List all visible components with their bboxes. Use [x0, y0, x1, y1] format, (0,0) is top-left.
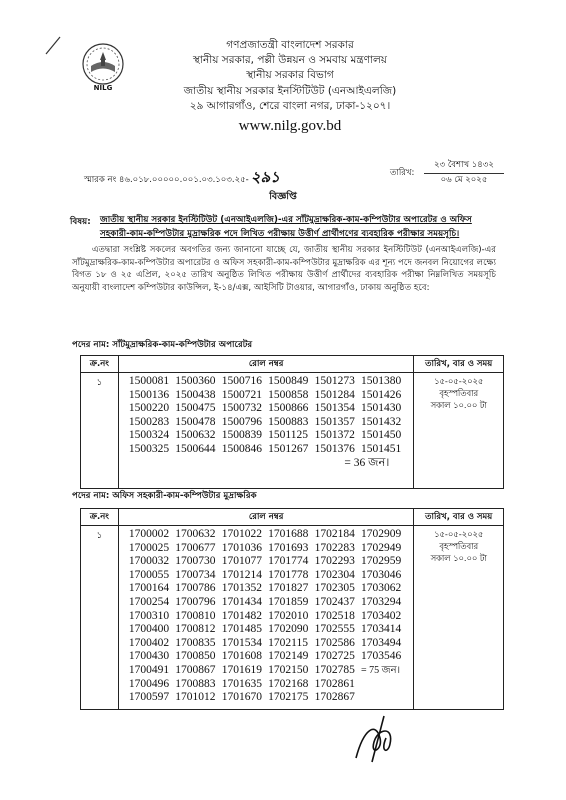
roll-number: 1703046	[361, 568, 402, 581]
roll-number: 1500866	[268, 402, 309, 415]
roll-number: 1700597	[128, 691, 170, 704]
roll-number	[361, 678, 407, 692]
roll-number: 1500883	[268, 415, 309, 428]
roll-number: 1501267	[268, 442, 309, 455]
memo-number-label: স্মারক নং ৪৬.০১৮.০০০০০.০০১.০৩.১০৩.২৫-	[84, 175, 249, 185]
roll-number: 1703402	[361, 609, 402, 622]
post1-day: বৃহস্পতিবার	[439, 388, 479, 398]
serial-header: ক্র.নং	[81, 509, 119, 526]
roll-number: 1501426	[361, 388, 402, 401]
roll-number	[361, 691, 407, 705]
roll-number: 1501284	[314, 388, 355, 401]
roll-number: 1702304	[314, 568, 355, 581]
roll-number: 1700632	[175, 528, 216, 540]
header-line-2: স্থানীয় সরকার, পল্লী উন্নয়ন ও সমবায় মন্ত্রণালয়	[192, 54, 387, 66]
roll-number: 1500324	[128, 429, 170, 442]
post2-day: বৃহস্পতিবার	[439, 541, 479, 551]
header-line-5: ২৯ আগারগাঁও, শেরে বাংলা নগর, ঢাকা-১২০৭।	[189, 100, 391, 112]
roll-number: 1700883	[175, 677, 216, 690]
roll-number: 1700055	[128, 568, 170, 581]
logo-text: NILG	[93, 84, 113, 92]
roll-number: 1701827	[268, 582, 309, 595]
post2-schedule	[414, 526, 504, 710]
roll-number: 1703494	[361, 636, 402, 649]
roll-number: 1702090	[268, 623, 309, 636]
roll-number: 1500721	[221, 388, 262, 401]
roll-number: 1702909	[361, 528, 402, 540]
roll-number: 1703294	[361, 595, 402, 608]
roll-number: 1702555	[314, 623, 355, 636]
notice-title: বিজ্ঞপ্তি	[269, 191, 297, 202]
roll-number: 1500220	[128, 402, 170, 415]
roll-number: 1501376	[314, 442, 355, 455]
roll-number: 1700254	[128, 595, 170, 608]
roll-number: 1702184	[314, 528, 355, 540]
roll-number: 1500849	[268, 375, 309, 387]
roll-number: 1701482	[221, 609, 262, 622]
roll-number: 1702949	[361, 541, 402, 554]
roll-number: 1700810	[175, 609, 216, 622]
roll-number: 1703062	[361, 582, 402, 595]
post2-time: সকাল ১০.০০ টা	[430, 553, 487, 563]
post1-time: সকাল ১০.০০ টা	[430, 400, 487, 410]
roll-number: 1701214	[221, 568, 262, 581]
post2-date: ১৫-০৫-২০২৫	[434, 529, 484, 539]
roll-number: 1501354	[314, 402, 355, 415]
roll-number: 1703546	[361, 650, 402, 663]
roll-number: 1700734	[175, 568, 216, 581]
roll-number: 1501380	[361, 375, 402, 387]
roll-number: 1700430	[128, 650, 170, 663]
roll-number: 1700310	[128, 609, 170, 622]
roll-number: 1700786	[175, 582, 216, 595]
roll-number: 1702305	[314, 582, 355, 595]
memo-number-handwritten: ২৯১	[250, 168, 280, 186]
roll-number: 1500325	[128, 442, 170, 455]
roll-number: 1701619	[221, 663, 262, 676]
post1-roll-grid	[119, 373, 414, 457]
roll-number: 1700496	[128, 677, 170, 690]
roll-header: রোল নম্বর	[118, 356, 414, 373]
post1-serial: ১	[81, 373, 119, 489]
date-bangla: ২৩ বৈশাখ ১৪৩২	[424, 158, 504, 174]
post2-rolls-cell	[118, 526, 414, 710]
roll-number: 1500478	[175, 415, 216, 428]
roll-header: রোল নম্বর	[118, 509, 414, 526]
post1-total: = 36 জন।	[344, 456, 390, 469]
post1-label: পদের নাম: সাঁটমুদ্রাক্ষরিক-কাম-কম্পিউটার অপারেটর	[72, 340, 253, 350]
date-header: তারিখ, বার ও সময়	[414, 509, 504, 526]
roll-number: 1501273	[314, 375, 355, 387]
roll-number: 1702115	[268, 636, 308, 649]
roll-number: 1702785	[314, 663, 355, 676]
header-line-4: জাতীয় স্থানীয় সরকার ইনস্টিটিউট (এনআইএলজি)	[183, 85, 397, 97]
roll-number: 1701635	[221, 677, 262, 690]
roll-number: 1700164	[128, 582, 170, 595]
roll-number: 1701036	[221, 541, 262, 554]
subject-label: বিষয়:	[70, 217, 91, 227]
roll-number: 1701485	[221, 623, 262, 636]
roll-number: 1701077	[221, 555, 262, 568]
roll-number: 1500136	[128, 388, 170, 401]
subject-text: জাতীয় স্থানীয় সরকার ইনস্টিটিউট (এনআইএলজি)-এর সাঁটমুদ্রাক্ষরিক-কাম-কম্পিউটার অপারেটর ও অফিস সহকারী-কাম-কম্পিউটার মুদ্রাক্ষরিক পদে লিখিত পরীক্ষায় উত্তীর্ণ প্রার্থীগণের ব্যবহারিক পরীক্ষার সময়সূচি।	[100, 215, 472, 239]
roll-number: 1500732	[221, 402, 262, 415]
header-line-1: গণপ্রজাতন্ত্রী বাংলাদেশ সরকার	[226, 39, 354, 51]
post1-rolls-cell	[118, 373, 414, 489]
roll-number: 1702867	[314, 691, 355, 704]
roll-number: 1701778	[268, 568, 309, 581]
roll-number: 1701774	[268, 555, 309, 568]
roll-number: 1700835	[175, 636, 216, 649]
post2-serial: ১	[81, 526, 119, 710]
roll-number: 1702959	[361, 555, 402, 568]
serial-header: ক্র.নং	[81, 356, 119, 373]
roll-number: 1700867	[175, 663, 216, 676]
roll-number: 1500796	[221, 415, 262, 428]
roll-number: 1500632	[175, 429, 216, 442]
roll-number: 1702586	[314, 636, 355, 649]
roll-number: 1701693	[268, 541, 309, 554]
roll-number: 1500475	[175, 402, 216, 415]
header-line-3: স্থানীয় সরকার বিভাগ	[246, 69, 334, 81]
roll-number: 1703414	[361, 623, 402, 636]
roll-number: 1702175	[268, 691, 309, 704]
roll-number: 1702437	[314, 595, 355, 608]
notice-body: এতদ্বারা সংশ্লিষ্ট সকলের অবগতির জন্য জানানো যাচ্ছে যে, জাতীয় স্থানীয় সরকার ইনস্টিটিউট (এনআইএলজি)-এর সাঁটমুদ্রাক্ষরিক-কাম-কম্পিউটার অপারেটর ও অফিস সহকারী-কাম-কম্পিউটার মুদ্রাক্ষরিক এর শূন্য পদে জনবল নিয়োগের লক্ষ্যে বিগত ১৮ ও ২৫ এপ্রিল, ২০২৫ তারিখ অনুষ্ঠিত লিখিত পরীক্ষায় উত্তীর্ণ প্রার্থীদের ব্যবহারিক পরীক্ষা নিম্নলিখিত সময়সূচি অনুযায়ী বাংলাদেশ কম্পিউটার কাউন্সিল, ই-১৪/এক্স, আইসিটি টাওয়ার, আগারগাঁও, ঢাকায় অনুষ্ঠিত হবে:	[72, 245, 496, 293]
pen-mark	[44, 34, 64, 56]
roll-number: 1702149	[268, 650, 309, 663]
post1-date: ১৫-০৫-২০২৫	[434, 376, 484, 386]
roll-number: 1700025	[128, 541, 170, 554]
date-header: তারিখ, বার ও সময়	[414, 356, 504, 373]
roll-number: 1500644	[175, 442, 216, 455]
roll-number: 1500716	[221, 375, 262, 387]
roll-number: 1700796	[175, 595, 216, 608]
roll-number: 1700002	[128, 528, 170, 540]
roll-number: 1500283	[128, 415, 170, 428]
roll-number: 1701859	[268, 595, 309, 608]
date-english: ০৬ মে ২০২৫	[440, 175, 488, 185]
roll-number: 1700400	[128, 623, 170, 636]
roll-number: 1702293	[314, 555, 355, 568]
roll-number: 1500839	[221, 429, 262, 442]
roll-number: 1500438	[175, 388, 216, 401]
roll-number: 1701434	[221, 595, 262, 608]
roll-number: 1501357	[314, 415, 355, 428]
roll-number: 1700491	[128, 663, 170, 676]
roll-number: 1500858	[268, 388, 309, 401]
signature	[350, 708, 410, 768]
roll-number: 1701534	[221, 636, 262, 649]
roll-number: = 75 জন।	[361, 664, 401, 676]
roll-number: 1702518	[314, 609, 355, 622]
roll-number: 1702283	[314, 541, 355, 554]
roll-number: 1701012	[175, 691, 216, 704]
roll-number: 1700850	[175, 650, 216, 663]
roll-number: 1501450	[361, 429, 402, 442]
post1-schedule	[414, 373, 504, 489]
roll-number: 1500846	[221, 442, 262, 455]
roll-number: 1501451	[361, 442, 402, 455]
roll-number: 1701352	[221, 582, 262, 595]
post1-table	[80, 355, 504, 489]
memo-number	[84, 166, 280, 191]
roll-number: 1700402	[128, 636, 170, 649]
roll-number: 1702861	[314, 677, 355, 690]
website-link[interactable]: www.nilg.gov.bd	[238, 118, 342, 134]
roll-number: 1701022	[221, 528, 262, 540]
roll-number: 1700032	[128, 555, 170, 568]
date-label: তারিখ:	[390, 168, 415, 178]
roll-number: 1500360	[175, 375, 216, 387]
roll-number: 1500081	[128, 375, 170, 387]
roll-number: 1501372	[314, 429, 355, 442]
post2-table	[80, 508, 504, 710]
roll-number: 1701670	[221, 691, 262, 704]
roll-number: 1501432	[361, 415, 402, 428]
roll-number: 1701608	[221, 650, 262, 663]
roll-number: 1700812	[175, 623, 216, 636]
roll-number: 1702150	[268, 663, 309, 676]
roll-number: 1700730	[175, 555, 216, 568]
roll-number: 1702168	[268, 677, 309, 690]
post2-label: পদের নাম: অফিস সহকারী-কাম-কম্পিউটার মুদ্রাক্ষরিক	[72, 491, 257, 501]
roll-number: 1700677	[175, 541, 216, 554]
roll-number: 1702010	[268, 609, 309, 622]
roll-number: 1702725	[314, 650, 355, 663]
post2-roll-grid	[119, 526, 414, 705]
roll-number: 1501430	[361, 402, 402, 415]
roll-number: 1701688	[268, 528, 309, 540]
roll-number: 1501125	[268, 429, 308, 442]
